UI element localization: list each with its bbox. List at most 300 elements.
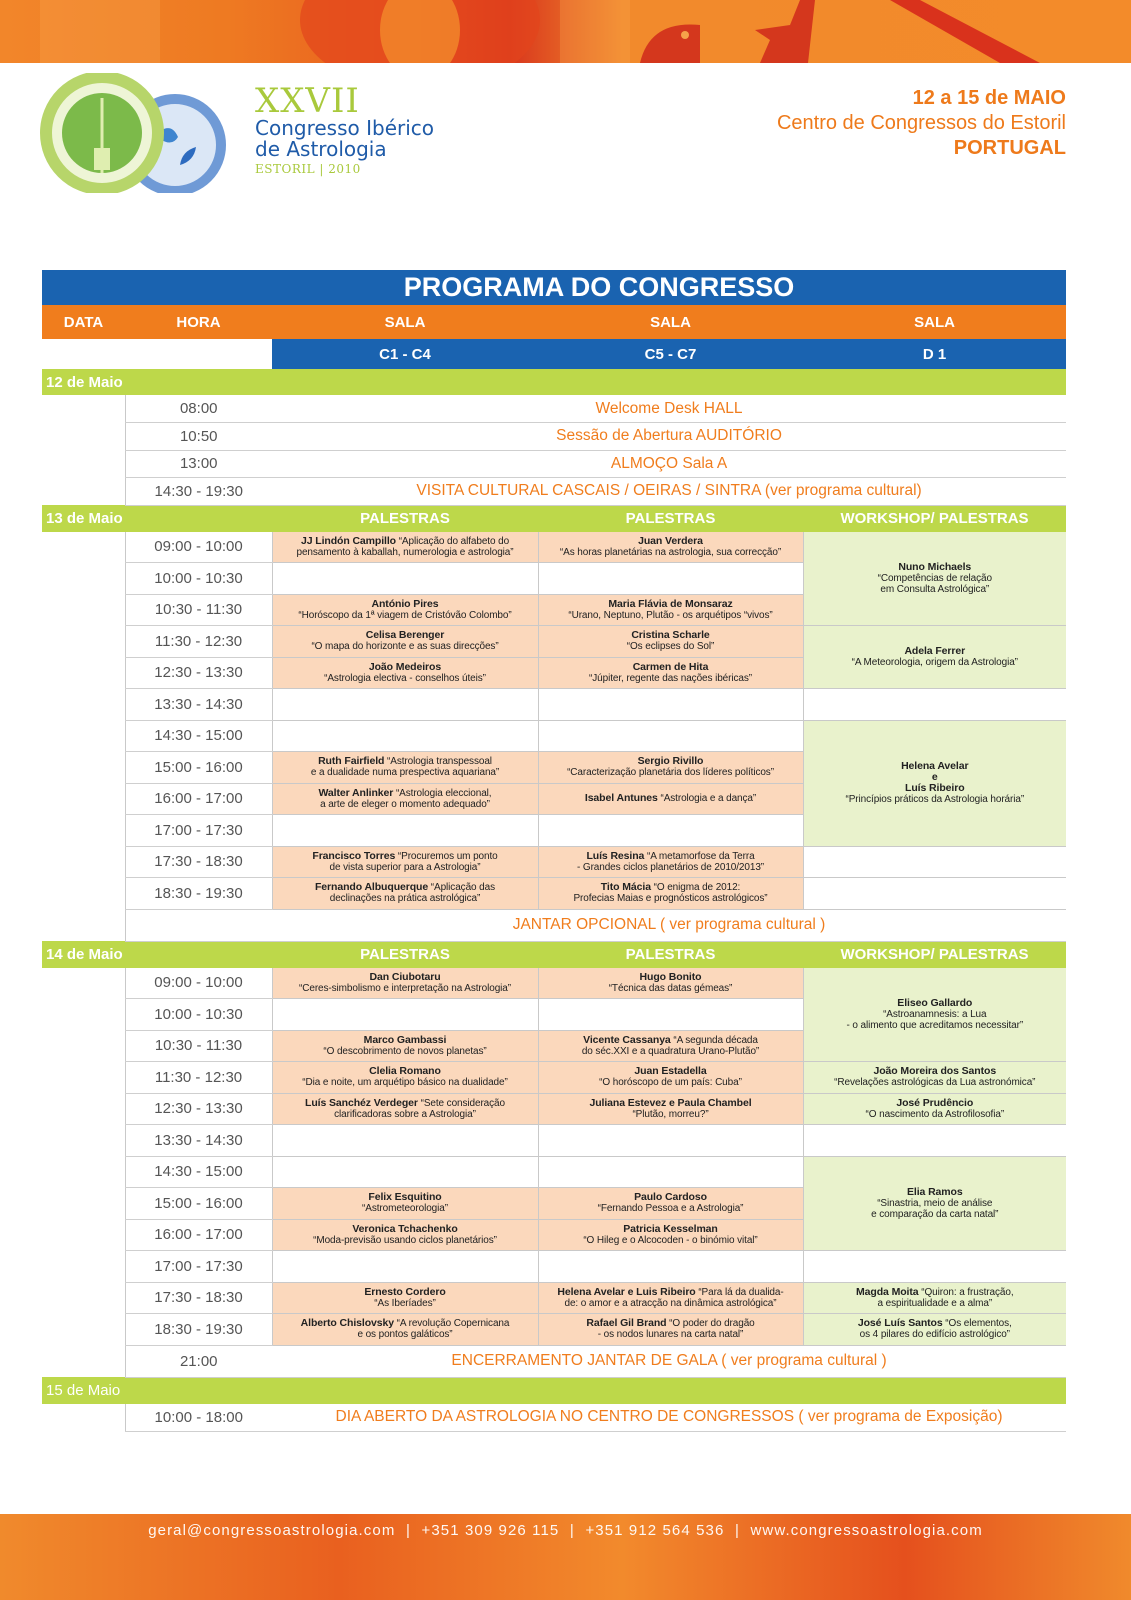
- schedule-row: [42, 423, 1066, 451]
- talk-title: “Astroanamnesis: a Lua: [883, 1008, 987, 1020]
- speaker-name: Adela Ferrer: [904, 645, 966, 657]
- schedule-row: [42, 450, 1066, 478]
- day-label: 12 de Maio: [42, 369, 1066, 395]
- speaker-line: [273, 1318, 538, 1329]
- talk-title: “Para lá da dualida-: [698, 1286, 784, 1298]
- speaker-name: Ernesto Cordero: [364, 1285, 446, 1298]
- session-c5: [538, 1125, 803, 1157]
- talk-title: “Dia e noite, um arquétipo básico na dualidade”: [302, 1077, 508, 1089]
- speaker-name: Carmen de Hita: [632, 660, 709, 673]
- session-workshop: [803, 720, 1066, 846]
- session-c5: [538, 1219, 803, 1251]
- talk-title: “Revelações astrológicas da Lua astronómica”: [834, 1077, 1036, 1089]
- schedule-row: [42, 1125, 1066, 1157]
- time-cell: 17:00 - 17:30: [125, 815, 272, 847]
- schedule-row: [42, 478, 1066, 506]
- session-c1: [272, 532, 538, 563]
- speaker-line: [539, 1318, 803, 1329]
- speaker-line: [804, 1098, 1067, 1109]
- talk-title: e a dualidade numa prespectiva aquariana”: [310, 767, 500, 779]
- date-cell: [42, 423, 125, 451]
- date-cell: [42, 594, 125, 626]
- speaker-line: [273, 1287, 538, 1298]
- session-c5: [538, 689, 803, 721]
- talk-title: “Princípios práticos da Astrologia horária”: [845, 794, 1025, 805]
- session-c1: [272, 1282, 538, 1314]
- track-header: PALESTRAS: [272, 505, 538, 532]
- time-cell: 14:30 - 15:00: [125, 720, 272, 752]
- talk-title: “O enigma de 2012:: [653, 882, 741, 894]
- session-c5: [538, 563, 803, 595]
- logo-subtitle: ESTORIL | 2010: [255, 162, 361, 176]
- date-cell: [42, 720, 125, 752]
- session-c1: [272, 1156, 538, 1188]
- speaker-line: [539, 1035, 803, 1046]
- schedule-row: [42, 720, 1066, 752]
- day-label: 13 de Maio: [42, 505, 272, 532]
- speaker-line: [539, 1192, 803, 1203]
- session-c5: [538, 1030, 803, 1062]
- event-cell: ALMOÇO Sala A: [272, 450, 1066, 478]
- talk-title: “Astrologia e a dança”: [660, 793, 757, 805]
- speaker-name: JJ Lindón Campillo: [300, 534, 396, 547]
- speaker-line: [539, 630, 803, 641]
- talk-title: “Sete consideração: [420, 1097, 505, 1109]
- session-c1: [272, 1062, 538, 1094]
- session-workshop: [803, 1251, 1066, 1283]
- time-cell: 10:00 - 10:30: [125, 563, 272, 595]
- speaker-name: Eliseo Gallardo: [897, 996, 973, 1009]
- speaker-name: Juan Verdera: [638, 534, 703, 547]
- talk-title: em Consulta Astrológica”: [880, 583, 990, 595]
- session-c5: [538, 783, 803, 815]
- talk-title: “Moda-previsão usando ciclos planetários”: [313, 1234, 497, 1246]
- day-label: 14 de Maio: [42, 941, 272, 968]
- speaker-line: [273, 1035, 538, 1046]
- speaker-name: Luís Sanchéz Verdeger: [305, 1096, 418, 1109]
- talk-title: clarificadoras sobre a Astrologia”: [334, 1108, 476, 1120]
- schedule-row: [42, 1345, 1066, 1377]
- session-c5: [538, 846, 803, 878]
- schedule-row: [42, 1404, 1066, 1432]
- speaker-name: Tito Mácia: [600, 881, 651, 894]
- time-cell: 10:00 - 10:30: [125, 999, 272, 1031]
- talk-title: “Os elementos,: [945, 1318, 1012, 1330]
- speaker-name: Paulo Cardoso: [634, 1191, 707, 1204]
- talk-title: “O nascimento da Astrofilosofia”: [865, 1108, 1005, 1120]
- speaker-line: [539, 882, 803, 893]
- session-c5: [538, 1251, 803, 1283]
- time-cell: 16:00 - 17:00: [125, 1219, 272, 1251]
- speaker-name: Nuno Michaels: [898, 560, 972, 573]
- speaker-name: Francisco Torres: [312, 849, 396, 862]
- session-workshop: [803, 532, 1066, 626]
- talk-title: “A revolução Copernicana: [396, 1318, 510, 1330]
- schedule-row: [42, 878, 1066, 910]
- speaker-name: Rafael Gil Brand: [586, 1317, 667, 1330]
- session-c1: [272, 1093, 538, 1125]
- talk-title: pensamento à kaballah, numerologia e astrologia”: [296, 546, 514, 558]
- talk-title: e comparação da carta natal”: [871, 1208, 999, 1220]
- schedule-row: [42, 909, 1066, 941]
- session-c1: [272, 1251, 538, 1283]
- room-d1: D 1: [803, 339, 1066, 369]
- date-cell: [42, 563, 125, 595]
- session-c5: [538, 1062, 803, 1094]
- speaker-name: João Moreira dos Santos: [873, 1065, 997, 1078]
- event-country: PORTUGAL: [953, 137, 1066, 159]
- date-cell: [42, 878, 125, 910]
- talk-title: de: o amor e a atracção na dinâmica astrológica”: [564, 1297, 777, 1309]
- day-header-row: [42, 369, 1066, 395]
- speaker-line: [273, 1224, 538, 1235]
- time-cell: 21:00: [125, 1345, 272, 1377]
- talk-title: “Plutão, morreu?”: [632, 1108, 709, 1120]
- talk-title: a arte de eleger o momento adequado”: [320, 798, 490, 810]
- speaker-line: [273, 851, 538, 862]
- session-c1: [272, 815, 538, 847]
- column-header-data: DATA: [42, 305, 125, 339]
- date-cell: [42, 478, 125, 506]
- session-workshop: [803, 1062, 1066, 1094]
- event-cell: Welcome Desk HALL: [272, 395, 1066, 423]
- speaker-line: [273, 630, 538, 641]
- mosaic-pattern-icon: [0, 0, 1131, 63]
- session-c5: [538, 752, 803, 784]
- time-cell: 16:00 - 17:00: [125, 783, 272, 815]
- session-c1: [272, 1219, 538, 1251]
- session-c1: [272, 846, 538, 878]
- speaker-name: Patricia Kesselman: [623, 1222, 718, 1235]
- talk-title: “A metamorfose da Terra: [646, 850, 755, 862]
- speaker-name: Magda Moita: [856, 1285, 919, 1298]
- speaker-name: Juan Estadella: [634, 1065, 707, 1078]
- talk-title: “Astrologia electiva - conselhos úteis”: [324, 672, 486, 684]
- time-cell: 17:00 - 17:30: [125, 1251, 272, 1283]
- speaker-line: [804, 1066, 1067, 1077]
- column-header-sala-1: SALA: [272, 305, 538, 339]
- speaker-name: Felix Esquitino: [368, 1191, 442, 1204]
- speaker-line: [273, 1192, 538, 1203]
- column-header-hora: HORA: [125, 305, 272, 339]
- talk-title: “O descobrimento de novos planetas”: [323, 1045, 487, 1057]
- date-cell: [42, 689, 125, 721]
- session-c5: [538, 1156, 803, 1188]
- speaker-line: [273, 662, 538, 673]
- speaker-line: [539, 1098, 803, 1109]
- session-workshop: [803, 878, 1066, 910]
- column-header-row: [42, 305, 1066, 339]
- speaker-name: Marco Gambassi: [363, 1033, 447, 1046]
- time-cell: 13:30 - 14:30: [125, 689, 272, 721]
- session-c5: [538, 878, 803, 910]
- session-c1: [272, 720, 538, 752]
- event-venue: Centro de Congressos do Estoril: [776, 112, 1066, 134]
- session-c5: [538, 594, 803, 626]
- session-c5: [538, 999, 803, 1031]
- talk-title: e os pontos galáticos”: [357, 1329, 453, 1341]
- program-table: [42, 270, 1066, 1432]
- talk-title: “Fernando Pessoa e a Astrologia”: [597, 1203, 744, 1215]
- date-cell: [42, 846, 125, 878]
- talk-title: “A segunda década: [673, 1034, 758, 1046]
- event-cell: DIA ABERTO DA ASTROLOGIA NO CENTRO DE CONGRESSOS ( ver programa de Exposição): [272, 1404, 1066, 1432]
- logo-roman-numeral: XXVII: [255, 81, 360, 121]
- time-cell: 11:30 - 12:30: [125, 1062, 272, 1094]
- schedule-row: [42, 532, 1066, 563]
- speaker-name: Veronica Tchachenko: [352, 1222, 458, 1235]
- date-cell: [42, 657, 125, 689]
- time-cell: 10:30 - 11:30: [125, 594, 272, 626]
- speaker-name: [804, 783, 1067, 794]
- logo-text: [255, 81, 435, 176]
- speaker-name: Helena Avelar e Luis Ribeiro: [557, 1285, 696, 1298]
- session-c1: [272, 657, 538, 689]
- footer-phone-2: +351 912 564 536: [585, 1522, 725, 1539]
- date-cell: [42, 1125, 125, 1157]
- speaker-line: [273, 1066, 538, 1077]
- schedule-row: [42, 626, 1066, 658]
- talk-title: - os nodos lunares na carta natal”: [597, 1329, 744, 1341]
- footer-email[interactable]: geral@congressoastrologia.com: [148, 1522, 396, 1539]
- date-cell: [42, 1345, 125, 1377]
- event-dates: 12 a 15 de MAIO: [912, 87, 1066, 109]
- speaker-name: Dan Ciubotaru: [369, 970, 441, 983]
- speaker-line: [804, 646, 1067, 657]
- day-header-row: [42, 1377, 1066, 1404]
- session-c1: [272, 563, 538, 595]
- speaker-name: José Prudêncio: [896, 1096, 974, 1109]
- talk-title: “A Meteorologia, origem da Astrologia”: [851, 657, 1018, 668]
- talk-title: - Grandes ciclos planetários de 2010/2013”: [576, 861, 765, 873]
- session-c5: [538, 815, 803, 847]
- logo-line-2: de Astrologia: [255, 137, 387, 161]
- session-c1: [272, 783, 538, 815]
- talk-title: de vista superior para a Astrologia”: [329, 861, 481, 873]
- day-header-row: [42, 941, 1066, 968]
- schedule-row: [42, 395, 1066, 423]
- speaker-name: José Luís Santos: [857, 1317, 943, 1330]
- session-c1: [272, 689, 538, 721]
- session-c5: [538, 657, 803, 689]
- talk-title: “As horas planetárias na astrologia, sua correcção”: [559, 546, 782, 558]
- speaker-line: [804, 998, 1067, 1009]
- session-c1: [272, 1314, 538, 1346]
- speaker-name: Elia Ramos: [906, 1185, 963, 1198]
- speaker-name: Vicente Cassanya: [583, 1033, 671, 1046]
- schedule-row: [42, 1093, 1066, 1125]
- date-cell: [42, 450, 125, 478]
- speaker-name: Clelia Romano: [369, 1065, 441, 1078]
- speaker-name: Walter Anlinker: [318, 786, 394, 799]
- session-c5: [538, 1282, 803, 1314]
- speaker-name-text: Helena Avelar: [901, 760, 969, 772]
- speaker-line: [539, 1287, 803, 1298]
- talk-title: “Aplicação das: [430, 882, 495, 894]
- event-cell: JANTAR OPCIONAL ( ver programa cultural ): [272, 909, 1066, 941]
- date-cell: [42, 1314, 125, 1346]
- table-title-row: [42, 270, 1066, 305]
- time-cell: 11:30 - 12:30: [125, 626, 272, 658]
- schedule-row: [42, 846, 1066, 878]
- time-cell: 18:30 - 19:30: [125, 1314, 272, 1346]
- speaker-line: [539, 972, 803, 983]
- date-cell: [42, 1062, 125, 1094]
- date-cell: [42, 999, 125, 1031]
- time-cell: 13:00: [125, 450, 272, 478]
- talk-title: “O Hileg e o Alcocoden - o binómio vital”: [583, 1234, 758, 1246]
- date-cell: [42, 1404, 125, 1432]
- speaker-line: [804, 1318, 1067, 1329]
- speaker-line: [273, 756, 538, 767]
- time-cell: 15:00 - 16:00: [125, 752, 272, 784]
- session-c1: [272, 1125, 538, 1157]
- time-cell: 18:30 - 19:30: [125, 878, 272, 910]
- speaker-line: [273, 536, 538, 547]
- talk-title: a espiritualidade e a alma”: [877, 1297, 993, 1309]
- speaker-line: [539, 756, 803, 767]
- schedule-row: [42, 1251, 1066, 1283]
- date-cell: [42, 1251, 125, 1283]
- speaker-name: Isabel Antunes: [584, 792, 658, 805]
- top-banner: [0, 0, 1131, 63]
- speaker-line: [273, 788, 538, 799]
- date-cell: [42, 1093, 125, 1125]
- track-header: PALESTRAS: [272, 941, 538, 968]
- session-workshop: [803, 1156, 1066, 1251]
- session-c1: [272, 752, 538, 784]
- date-cell: [42, 815, 125, 847]
- talk-title: “Astrometeorologia”: [362, 1203, 448, 1215]
- time-cell: 10:30 - 11:30: [125, 1030, 272, 1062]
- talk-title: “Ceres-simbolismo e interpretação na Astrologia”: [299, 982, 511, 994]
- footer-contacts: geral@congressoastrologia.com | +351 309 926 115 | +351 912 564 536 | www.congressoastrologia.com: [148, 1522, 983, 1539]
- session-c1: [272, 594, 538, 626]
- schedule-row: [42, 689, 1066, 721]
- session-c5: [538, 1314, 803, 1346]
- talk-title: “Sinastria, meio de análise: [877, 1197, 993, 1209]
- talk-title: do séc.XXI e a quadratura Urano-Plutão”: [581, 1045, 760, 1057]
- session-workshop: [803, 1314, 1066, 1346]
- session-c1: [272, 878, 538, 910]
- talk-title: “Astrologia transpessoal: [387, 756, 492, 768]
- event-cell: VISITA CULTURAL CASCAIS / OEIRAS / SINTRA (ver programa cultural): [272, 478, 1066, 506]
- speaker-line: [273, 599, 538, 610]
- talk-title: “Astrologia eleccional,: [395, 787, 492, 799]
- talk-title: “Caracterização planetária dos líderes políticos”: [567, 767, 774, 779]
- talk-title: os 4 pilares do edifício astrológico”: [859, 1329, 1010, 1341]
- session-c5: [538, 1093, 803, 1125]
- date-cell: [42, 1188, 125, 1220]
- schedule-row: [42, 1156, 1066, 1188]
- session-c1: [272, 999, 538, 1031]
- speaker-name: João Medeiros: [368, 660, 442, 673]
- session-c5: [538, 626, 803, 658]
- talk-title: “Competências de relação: [877, 572, 992, 584]
- session-workshop: [803, 626, 1066, 689]
- speaker-line: [539, 1066, 803, 1077]
- footer-phone-1: +351 309 926 115: [421, 1522, 560, 1539]
- speaker-name: Sergio Rivillo: [637, 755, 704, 768]
- time-cell: 14:30 - 19:30: [125, 478, 272, 506]
- session-workshop: [803, 1282, 1066, 1314]
- speaker-line: [539, 1224, 803, 1235]
- talk-title: “Quiron: a frustração,: [921, 1286, 1014, 1298]
- date-cell: [42, 1219, 125, 1251]
- talk-title: “Procuremos um ponto: [397, 850, 498, 862]
- footer-website[interactable]: www.congressoastrologia.com: [750, 1522, 983, 1539]
- speaker-line: [804, 1187, 1067, 1198]
- congress-logo: [40, 73, 240, 193]
- table-title: PROGRAMA DO CONGRESSO: [42, 270, 1066, 305]
- schedule-row: [42, 1062, 1066, 1094]
- session-c5: [538, 968, 803, 999]
- logo-line-1: Congresso Ibérico: [255, 116, 435, 140]
- session-c5: [538, 532, 803, 563]
- speaker-line: [804, 1287, 1067, 1298]
- session-c5: [538, 1188, 803, 1220]
- speaker-line: [539, 851, 803, 862]
- session-c1: [272, 1188, 538, 1220]
- speaker-line: [273, 1098, 538, 1109]
- schedule-row: [42, 1314, 1066, 1346]
- time-cell: 09:00 - 10:00: [125, 968, 272, 999]
- room-header-row: [42, 339, 1066, 369]
- date-cell: [42, 395, 125, 423]
- session-workshop: [803, 846, 1066, 878]
- time-cell: 17:30 - 18:30: [125, 1282, 272, 1314]
- track-header: PALESTRAS: [538, 505, 803, 532]
- speaker-name: Ruth Fairfield: [318, 755, 385, 768]
- time-cell: 17:30 - 18:30: [125, 846, 272, 878]
- talk-title: “O horóscopo de um país: Cuba”: [599, 1077, 742, 1089]
- session-workshop: [803, 1093, 1066, 1125]
- time-cell: 09:00 - 10:00: [125, 532, 272, 563]
- event-cell: Sessão de Abertura AUDITÓRIO: [272, 423, 1066, 451]
- date-cell: [42, 532, 125, 563]
- time-cell: 10:00 - 18:00: [125, 1404, 272, 1432]
- time-cell: 15:00 - 16:00: [125, 1188, 272, 1220]
- schedule-row: [42, 968, 1066, 999]
- date-cell: [42, 909, 125, 941]
- talk-title: “O poder do dragão: [669, 1318, 755, 1330]
- speaker-name-text: e: [931, 771, 938, 783]
- session-c1: [272, 968, 538, 999]
- speaker-name: Celisa Berenger: [365, 629, 445, 642]
- time-cell: [125, 909, 272, 941]
- speaker-line: [539, 536, 803, 547]
- speaker-line: [539, 793, 803, 804]
- time-cell: 10:50: [125, 423, 272, 451]
- speaker-name: Fernando Albuquerque: [314, 881, 429, 894]
- track-header: WORKSHOP/ PALESTRAS: [803, 505, 1066, 532]
- speaker-name: Juliana Estevez e Paula Chambel: [589, 1096, 752, 1109]
- session-c1: [272, 626, 538, 658]
- speaker-name: António Pires: [371, 597, 439, 610]
- talk-title: Profecias Maias e prognósticos astrológicos”: [573, 893, 768, 905]
- speaker-name: Maria Flávia de Monsaraz: [608, 597, 733, 610]
- talk-title: “As Iberíades”: [374, 1297, 436, 1309]
- room-c1-c4: C1 - C4: [272, 339, 538, 369]
- talk-title: declinações na prática astrológica”: [329, 893, 481, 905]
- date-cell: [42, 752, 125, 784]
- speaker-name: Alberto Chislovsky: [300, 1317, 394, 1330]
- date-cell: [42, 968, 125, 999]
- date-cell: [42, 626, 125, 658]
- talk-title: “O mapa do horizonte e as suas direcções”: [311, 641, 499, 653]
- column-header-sala-2: SALA: [538, 305, 803, 339]
- talk-title: “Júpiter, regente das nações ibéricas”: [589, 672, 752, 684]
